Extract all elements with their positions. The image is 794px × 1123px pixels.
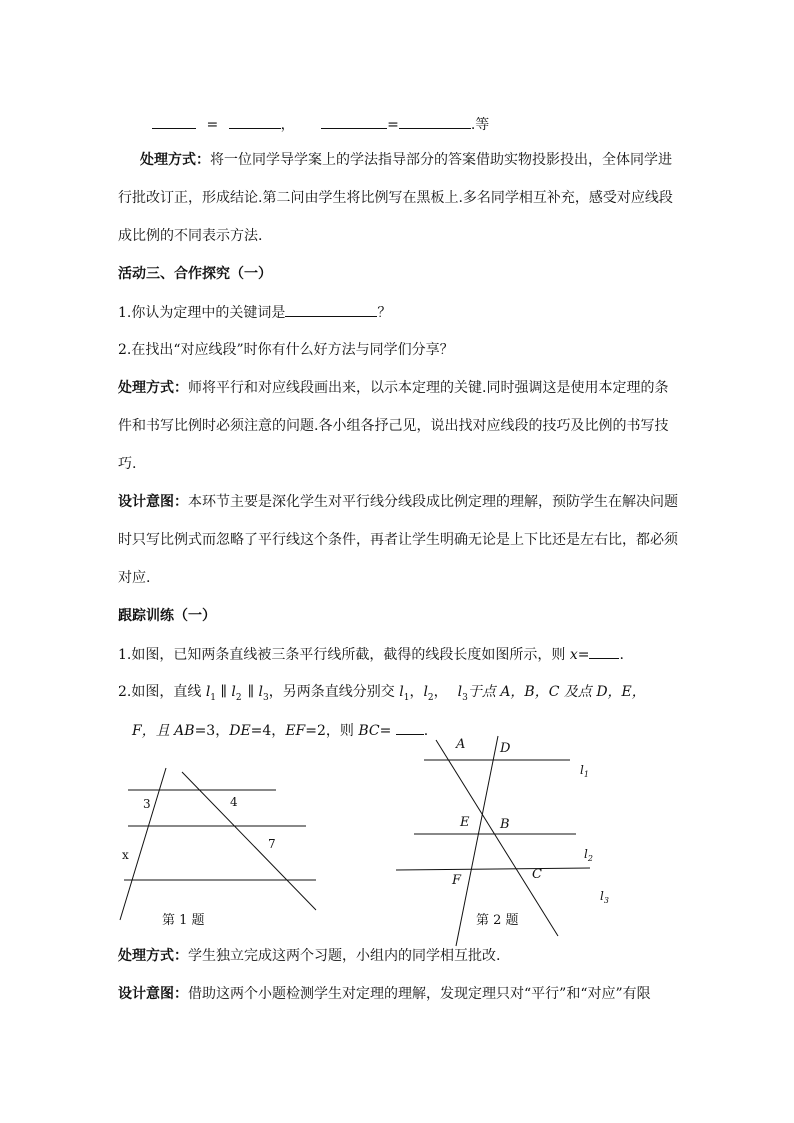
p2-line-3 bbox=[118, 454, 688, 474]
exercise-1-text: 1.如图，已知两条直线被三条平行线所截，截得的线段长度如图所示，则 bbox=[118, 647, 570, 663]
exercise-1-end: . bbox=[619, 647, 624, 663]
blank-3[interactable] bbox=[321, 114, 387, 129]
blank-1[interactable] bbox=[152, 114, 196, 129]
fig2-caption: 第 2 题 bbox=[476, 913, 519, 928]
e2-s2: 2 bbox=[235, 692, 242, 703]
e2-ms2: 2 bbox=[427, 692, 434, 703]
e2-l3: l bbox=[258, 684, 264, 700]
e2-c2: ， bbox=[433, 684, 448, 700]
heading-practice: 跟踪训练（一） bbox=[118, 608, 216, 624]
fig1-label-7: 7 bbox=[268, 837, 276, 851]
p2-label: 处理方式： bbox=[118, 380, 188, 396]
p1-line-3 bbox=[118, 226, 688, 246]
e2-par2: ∥ bbox=[247, 684, 259, 700]
fig1-label-3: 3 bbox=[143, 797, 151, 811]
fig2-l3 bbox=[396, 868, 590, 870]
exercise-1-eq: = bbox=[577, 647, 590, 663]
fig2-label-F: F bbox=[452, 873, 462, 888]
fig1-label-4: 4 bbox=[230, 795, 238, 809]
exercise-2-line-1 bbox=[118, 682, 688, 708]
fig2-label-D: D bbox=[500, 741, 511, 756]
e2-m3: l bbox=[457, 684, 463, 700]
e2-l2: l bbox=[231, 684, 236, 700]
blank-ratio-line bbox=[152, 114, 722, 135]
fig1-transversal-2 bbox=[182, 772, 316, 910]
p2-line-1 bbox=[118, 378, 688, 398]
p5-text-1: 借助这两个小题检测学生对定理的理解，发现定理只对“平行”和“对应”有限 bbox=[188, 986, 651, 1002]
equals-2: = bbox=[387, 117, 399, 133]
p5-line-1 bbox=[118, 984, 688, 1004]
e2-tail: 于点 A，B，C 及点 D，E， bbox=[467, 684, 646, 700]
p1-line-1 bbox=[140, 150, 710, 170]
fig2-label-B: B bbox=[500, 817, 510, 832]
fig2-label-C: C bbox=[532, 867, 542, 882]
e2-m2: l bbox=[423, 684, 428, 700]
e2-c1: ， bbox=[409, 684, 424, 700]
fig2-label-l1: $l_1$ bbox=[580, 763, 589, 779]
separator: ， bbox=[280, 117, 295, 133]
e2-s1: 1 bbox=[210, 692, 217, 703]
p3-text-2: 时只写比例式而忽略了平行线这个条件，再者让学生明确无论是上下比还是左右比，都必须 bbox=[118, 532, 678, 548]
blank-4[interactable] bbox=[399, 114, 471, 129]
e2-m1: l bbox=[399, 684, 404, 700]
p1-line-2 bbox=[118, 188, 688, 208]
fig2-label-l3: $l_3$ bbox=[600, 889, 609, 905]
fig2-label-E: E bbox=[460, 815, 470, 830]
fig2-transversal-abc bbox=[436, 740, 558, 936]
question-1 bbox=[118, 302, 688, 323]
blank-2[interactable] bbox=[229, 114, 281, 129]
fig1-transversal-1 bbox=[120, 768, 166, 920]
p1-label: 处理方式： bbox=[140, 152, 210, 168]
p2-text-2: 件和书写比例时必须注意的问题.各小组各抒己见，说出找对应线段的技巧及比例的书写技 bbox=[118, 418, 669, 434]
e2-ms3: 3 bbox=[462, 692, 468, 703]
p4-label: 处理方式： bbox=[118, 948, 188, 964]
p5-label: 设计意图： bbox=[118, 986, 188, 1002]
p2-text-1: 师将平行和对应线段画出来，以示本定理的关键.同时强调这是使用本定理的条 bbox=[188, 380, 669, 396]
fig2-label-A: A bbox=[456, 737, 466, 752]
p3-line-2 bbox=[118, 530, 688, 550]
e2-l1: l bbox=[205, 684, 211, 700]
e2-par1: ∥ bbox=[216, 684, 232, 700]
question-1-text: 1.你认为定理中的关键词是 bbox=[118, 305, 286, 321]
p4-line-1 bbox=[118, 946, 688, 966]
e2-end: . bbox=[423, 723, 429, 739]
e2-ms1: 1 bbox=[403, 692, 410, 703]
heading-activity-3: 活动三、合作探究（一） bbox=[118, 266, 272, 282]
e2-line2-a: F，且 bbox=[132, 723, 175, 739]
fig2-label-l2: $l_2$ bbox=[584, 847, 593, 863]
p1-text-1: 将一位同学导学案上的学法指导部分的答案借助实物投影投出，全体同学进 bbox=[210, 152, 672, 168]
exercise-1 bbox=[118, 644, 688, 665]
figure-2 bbox=[388, 732, 628, 952]
e2-v3: =2，则 bbox=[305, 723, 359, 739]
exercise-2-text: 2.如图，直线 bbox=[118, 684, 206, 700]
e2-ab: AB bbox=[174, 723, 195, 739]
fig1-label-x: x bbox=[122, 848, 129, 862]
blank-line-tail: .等 bbox=[470, 117, 490, 133]
fig1-caption: 第 1 题 bbox=[162, 913, 205, 928]
exercise-1-var: x bbox=[569, 647, 578, 663]
question-2: 2.在找出“对应线段”时你有什么好方法与同学们分享？ bbox=[118, 342, 454, 358]
e2-v1: =3， bbox=[194, 723, 230, 739]
p3-label: 设计意图： bbox=[118, 494, 188, 510]
p3-line-3 bbox=[118, 568, 688, 588]
question-1-end: ？ bbox=[377, 305, 392, 321]
exercise-1-blank[interactable] bbox=[589, 644, 619, 659]
e2-v2: =4， bbox=[250, 723, 286, 739]
e2-s3: 3 bbox=[263, 692, 269, 703]
p1-text-2: 行批改订正，形成结论.第二问由学生将比例写在黑板上.多名同学相互补充，感受对应线段 bbox=[118, 190, 673, 206]
e2-ef: EF bbox=[285, 723, 306, 739]
figure-1 bbox=[110, 760, 330, 940]
question-1-blank[interactable] bbox=[285, 302, 377, 317]
equals-1: = bbox=[206, 117, 219, 133]
e2-v4: = bbox=[379, 723, 396, 739]
p4-text-1: 学生独立完成这两个习题，小组内的同学相互批改. bbox=[188, 948, 501, 964]
e2-mid: ，另两条直线分别交 bbox=[268, 684, 400, 700]
e2-bc: BC bbox=[358, 723, 380, 739]
p2-line-2 bbox=[118, 416, 688, 436]
p3-text-3: 对应. bbox=[118, 570, 151, 586]
p3-text-1: 本环节主要是深化学生对平行线分线段成比例定理的理解，预防学生在解决问题 bbox=[188, 494, 678, 510]
p1-text-3: 成比例的不同表示方法. bbox=[118, 228, 263, 244]
e2-de: DE bbox=[229, 723, 251, 739]
p2-text-3: 巧. bbox=[118, 456, 137, 472]
p3-line-1 bbox=[118, 492, 688, 512]
